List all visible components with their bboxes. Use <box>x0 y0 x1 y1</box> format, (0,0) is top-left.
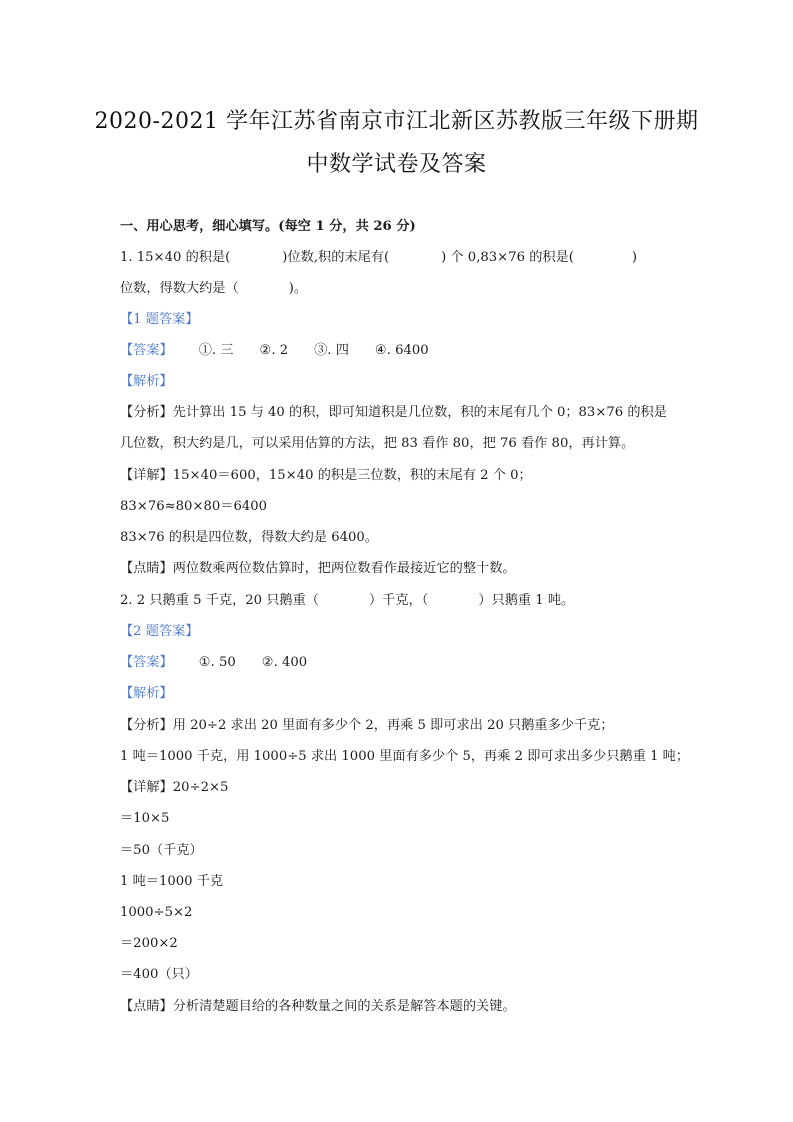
q2-xiangjie-line-5: 1000÷5×2 <box>120 905 193 920</box>
question-1-line-1 <box>120 249 637 267</box>
q1-answer-heading: 【1 题答案】 <box>120 312 199 327</box>
q1-fenxi-label: 【分析】 <box>120 405 173 420</box>
q1-answer-1: ①. 三 <box>198 343 234 358</box>
q2-xiangjie-line-3: ＝50（千克） <box>120 843 203 858</box>
q2-xiangjie-line-6: ＝200×2 <box>120 936 178 951</box>
question-1-line-2 <box>120 280 307 298</box>
q2-fenxi-line-1 <box>120 717 614 735</box>
q2-answer-2: ②. 400 <box>261 655 308 670</box>
q2-answer-row <box>120 654 307 672</box>
q2-analysis-label: 【解析】 <box>120 686 173 701</box>
q1-xiangjie-label: 【详解】 <box>120 468 173 483</box>
q2-xiangjie-line-1 <box>120 779 228 797</box>
q1-text-c: ) 个 0,83×76 的积是( <box>441 250 574 265</box>
q2-answer-label: 【答案】 <box>120 655 173 670</box>
q2-dianjing-label: 【点睛】 <box>120 999 173 1014</box>
q2-text-a: 2. 2 只鹅重 5 千克，20 只鹅重（ <box>120 593 319 608</box>
q2-answer-1: ①. 50 <box>198 655 236 670</box>
q2-text-c: ）只鹅重 1 吨。 <box>478 593 575 608</box>
q2-answer-heading: 【2 题答案】 <box>120 624 199 639</box>
q1-dianjing-label: 【点睛】 <box>120 561 173 576</box>
q1-answer-2: ②. 2 <box>259 343 289 358</box>
q1-xiangjie-text-1: 15×40＝600，15×40 的积是三位数，积的末尾有 2 个 0； <box>172 468 532 483</box>
q1-analysis-label: 【解析】 <box>120 374 173 389</box>
document-title-line-1: 2020-2021 学年江苏省南京市江北新区苏教版三年级下册期 <box>94 109 699 134</box>
q1-answer-row <box>120 342 429 360</box>
q1-text-f: )。 <box>288 281 308 296</box>
q2-xiangjie-line-2: ＝10×5 <box>120 811 170 826</box>
q2-xiangjie-label: 【详解】 <box>120 780 173 795</box>
q2-xiangjie-line-7: ＝400（只） <box>120 967 198 982</box>
document-title-line-2: 中数学试卷及答案 <box>306 152 487 177</box>
q1-text-d: ) <box>631 250 638 265</box>
q1-xiangjie-line-2: 83×76≈80×80＝6400 <box>120 499 268 514</box>
q2-fenxi-label: 【分析】 <box>120 718 173 733</box>
q2-fenxi-text-1: 用 20÷2 求出 20 里面有多少个 2，再乘 5 即可求出 20 只鹅重多少千克； <box>172 718 614 733</box>
q1-dianjing <box>120 560 516 578</box>
question-2-line-1 <box>120 592 574 610</box>
q1-fenxi-line-1 <box>120 404 667 422</box>
q1-answer-4: ④. 6400 <box>374 343 429 358</box>
section-1-header: 一、用心思考，细心填写。(每空 1 分，共 26 分) <box>120 219 416 234</box>
q1-text-b: )位数,积的末尾有( <box>282 250 390 265</box>
q2-fenxi-line-2: 1 吨＝1000 千克，用 1000÷5 求出 1000 里面有多少个 5，再乘 2 即可求出多少只鹅重 1 吨； <box>120 749 690 764</box>
q2-xiangjie-line-4: 1 吨＝1000 千克 <box>120 874 224 889</box>
q2-xiangjie-text-1: 20÷2×5 <box>172 780 229 795</box>
q1-xiangjie-line-1 <box>120 467 532 485</box>
q2-text-b: ）千克，（ <box>368 593 429 608</box>
q1-xiangjie-line-3: 83×76 的积是四位数，得数大约是 6400。 <box>120 530 378 545</box>
q1-answer-3: ③. 四 <box>314 343 349 358</box>
q1-fenxi-text-1: 先计算出 15 与 40 的积，即可知道积是几位数，积的末尾有几个 0；83×76 的积是 <box>172 405 667 420</box>
q1-fenxi-line-2: 几位数，积大约是几，可以采用估算的方法，把 83 看作 80，把 76 看作 80，再计算。 <box>120 436 635 451</box>
q1-dianjing-text: 两位数乘两位数估算时，把两位数看作最接近它的整十数。 <box>172 561 516 576</box>
q1-text-a: 1. 15×40 的积是( <box>120 250 231 265</box>
q2-dianjing-text: 分析清楚题目给的各种数量之间的关系是解答本题的关键。 <box>172 999 516 1014</box>
q1-text-e: 位数，得数大约是（ <box>120 281 239 296</box>
q1-answer-label: 【答案】 <box>120 343 173 358</box>
q2-dianjing <box>120 998 516 1016</box>
